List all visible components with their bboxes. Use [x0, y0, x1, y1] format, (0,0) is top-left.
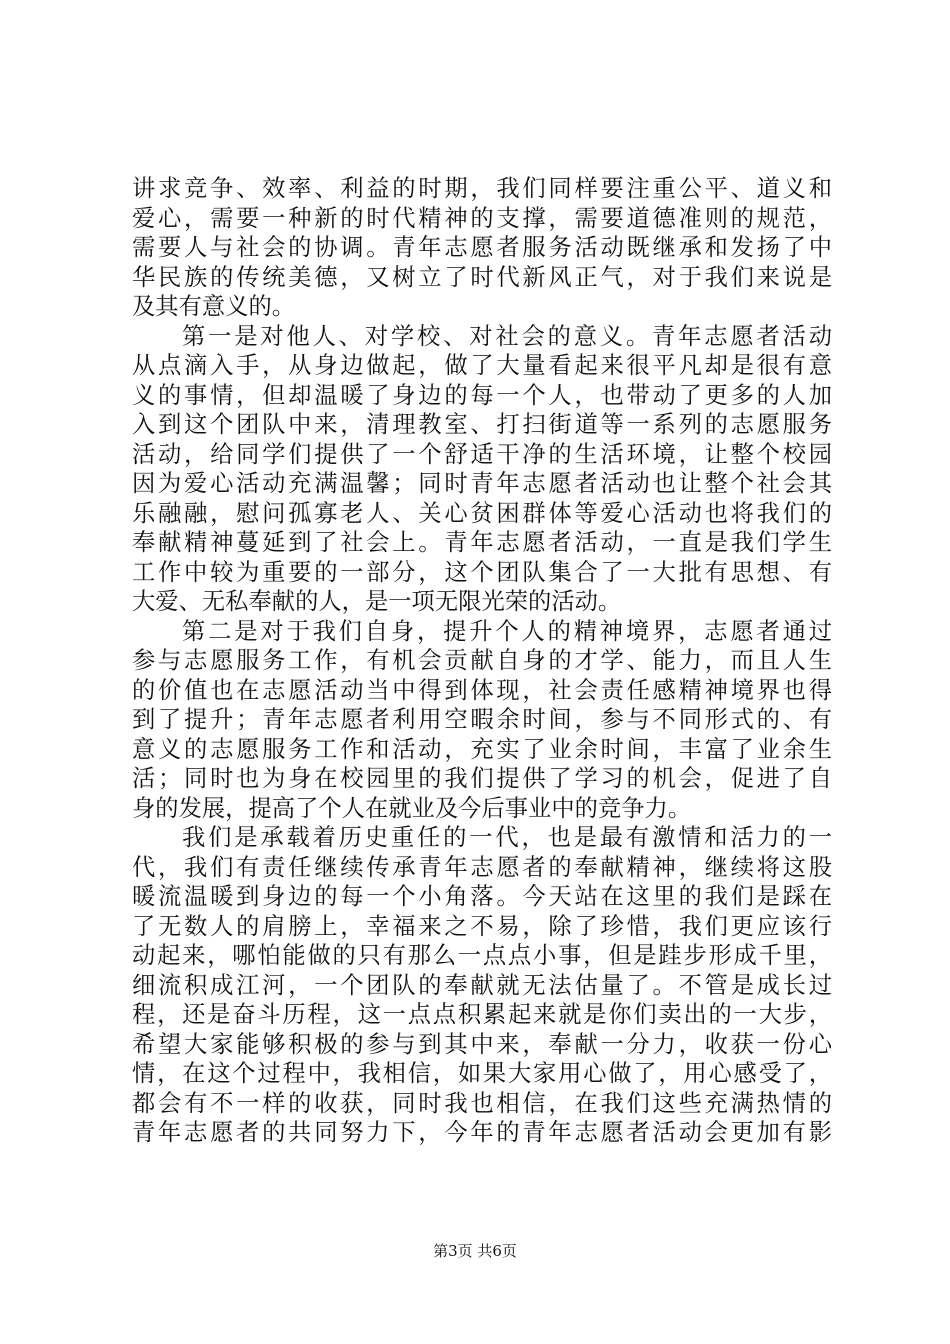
text-line: 代，我们有责任继续传承青年志愿者的奉献精神，继续将这股 — [132, 853, 832, 881]
text-line: 细流积成江河，一个团队的奉献就无法估量了。不管是成长过 — [132, 971, 832, 999]
text-line: 需要人与社会的协调。青年志愿者服务活动既继承和发扬了中 — [132, 234, 832, 261]
document-body — [132, 174, 832, 1148]
paragraph-start-line: 我们是承载着历史重任的一代，也是最有激情和活力的一 — [182, 824, 832, 851]
text-line: 爱心，需要一种新的时代精神的支撑，需要道德准则的规范， — [132, 204, 832, 232]
text-line: 意义的志愿服务工作和活动，充实了业余时间，丰富了业余生 — [132, 735, 832, 763]
text-line: 从点滴入手，从身边做起，做了大量看起来很平凡却是很有意 — [132, 352, 832, 379]
text-line: 身的发展，提高了个人在就业及今后事业中的竞争力。 — [132, 794, 692, 822]
text-line: 义的事情，但却温暖了身边的每一个人，也带动了更多的人加 — [132, 381, 832, 409]
text-line: 希望大家能够积极的参与到其中来，奉献一分力，收获一份心 — [132, 1030, 832, 1058]
text-line: 因为爱心活动充满温馨；同时青年志愿者活动也让整个社会其 — [132, 470, 832, 497]
text-line: 工作中较为重要的一部分，这个团队集合了一大批有思想、有 — [132, 558, 832, 586]
text-line: 暖流温暖到身边的每一个小角落。今天站在这里的我们是踩在 — [132, 883, 832, 910]
text-line: 动起来，哪怕能做的只有那么一点点小事，但是跬步形成千里， — [132, 942, 832, 969]
text-line: 都会有不一样的收获，同时我也相信，在我们这些充满热情的 — [132, 1089, 832, 1117]
text-line: 程，还是奋斗历程，这一点点积累起来就是你们卖出的一大步， — [132, 1001, 832, 1028]
paragraph-start-line: 第一是对他人、对学校、对社会的意义。青年志愿者活动 — [182, 322, 832, 350]
text-line: 华民族的传统美德，又树立了时代新风正气，对于我们来说是 — [132, 263, 832, 291]
text-line: 参与志愿服务工作，有机会贡献自身的才学、能力，而且人生 — [132, 647, 832, 674]
text-line: 入到这个团队中来，清理教室、打扫街道等一系列的志愿服务 — [132, 411, 832, 438]
text-line: 到了提升；青年志愿者利用空暇余时间，参与不同形式的、有 — [132, 706, 832, 733]
paragraph-start-line: 第二是对于我们自身，提升个人的精神境界，志愿者通过 — [182, 617, 832, 645]
text-line: 活动，给同学们提供了一个舒适干净的生活环境，让整个校园 — [132, 440, 832, 468]
text-line: 及其有意义的。 — [132, 293, 296, 320]
text-line: 情，在这个过程中，我相信，如果大家用心做了，用心感受了， — [132, 1060, 832, 1087]
text-line: 青年志愿者的共同努力下，今年的青年志愿者活动会更加有影 — [132, 1119, 832, 1146]
text-line: 讲求竞争、效率、利益的时期，我们同样要注重公平、道义和 — [132, 175, 832, 202]
text-line: 大爱、无私奉献的人，是一项无限光荣的活动。 — [132, 588, 622, 615]
page-footer: 第3页 共6页 — [433, 1242, 517, 1260]
text-line: 活；同时也为身在校园里的我们提供了学习的机会，促进了自 — [132, 765, 832, 792]
text-line: 奉献精神蔓延到了社会上。青年志愿者活动，一直是我们学生 — [132, 529, 832, 556]
text-line: 乐融融，慰问孤寡老人、关心贫困群体等爱心活动也将我们的 — [132, 499, 832, 527]
text-line: 的价值也在志愿活动当中得到体现，社会责任感精神境界也得 — [132, 676, 832, 704]
text-line: 了无数人的肩膀上，幸福来之不易，除了珍惜，我们更应该行 — [132, 912, 832, 940]
